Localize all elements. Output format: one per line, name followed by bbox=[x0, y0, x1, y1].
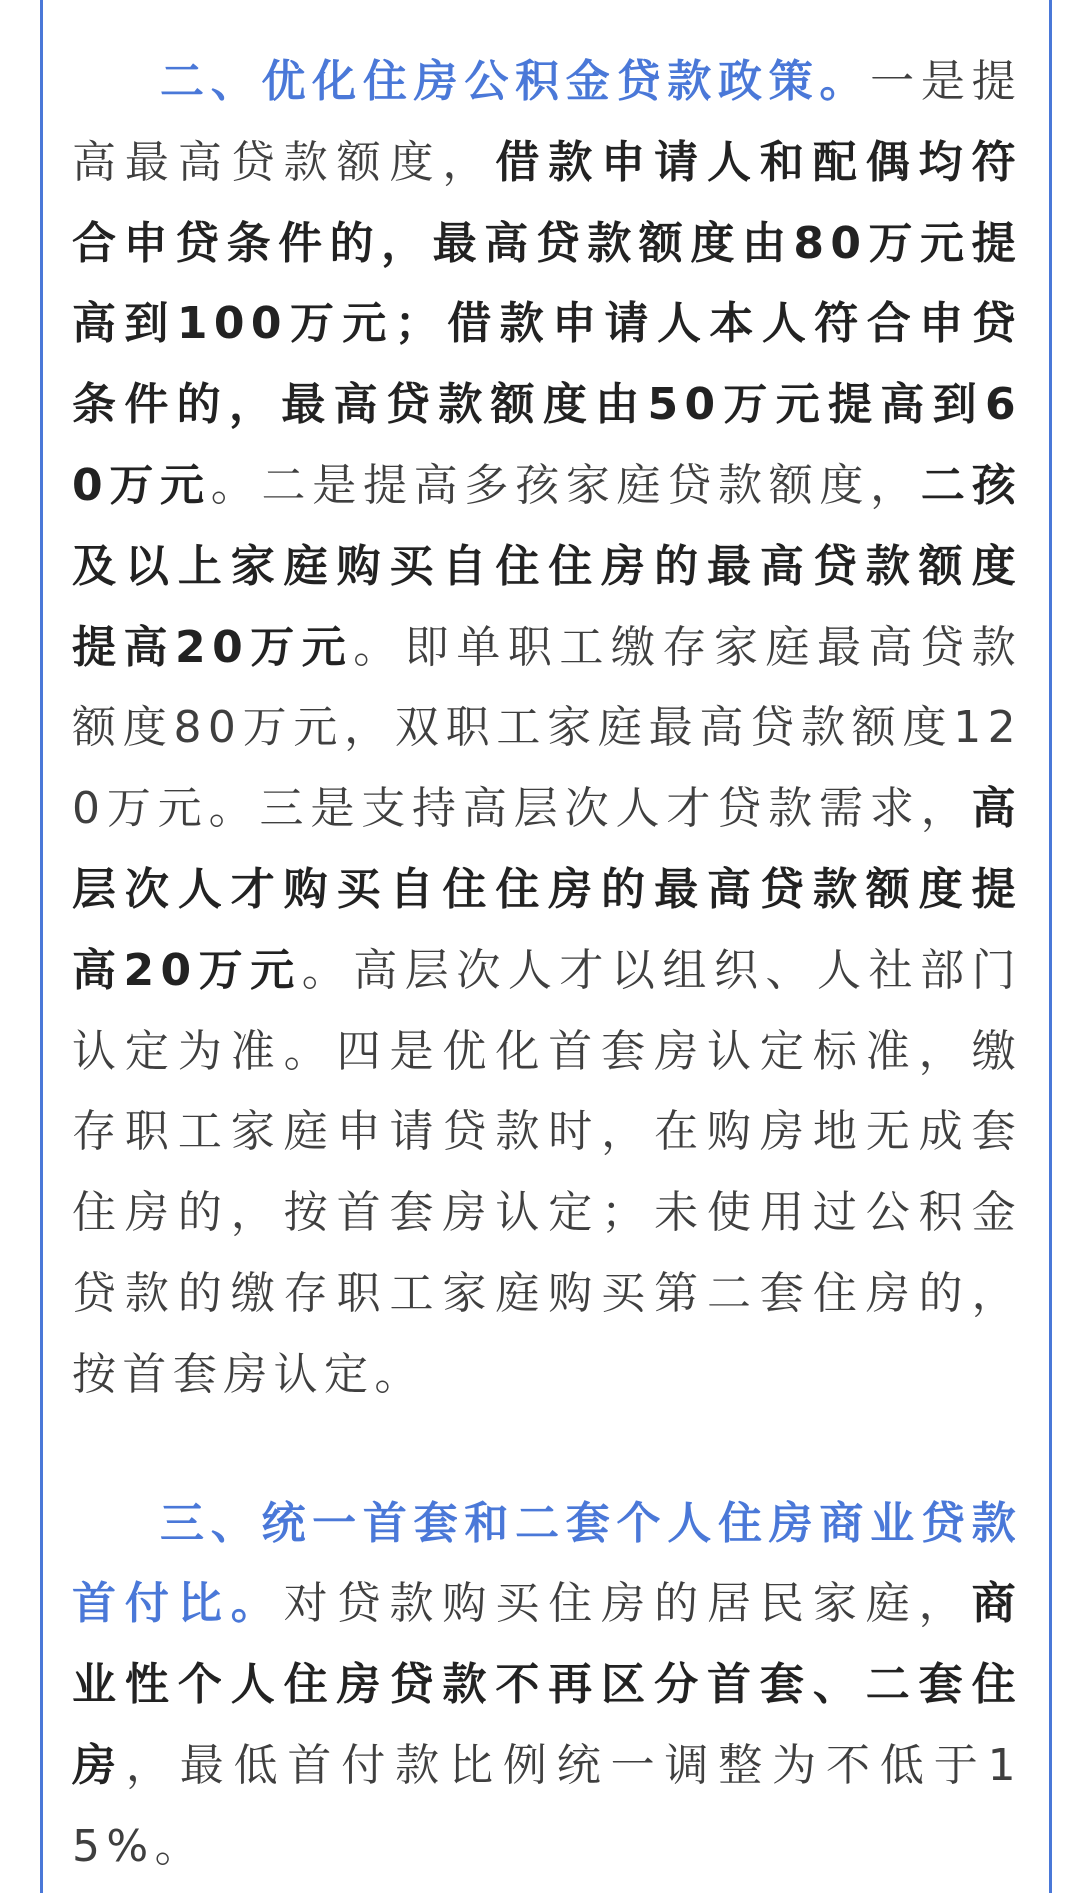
section-3-bold-1: 商业性个人住房贷款不再区分首套、二套住房 bbox=[72, 1578, 1022, 1791]
section-2-text-3: 。即单职工缴存家庭最高贷款额度80万元，双职工家庭最高贷款额度120万元。三是支持高层次人才贷款需求， bbox=[72, 621, 1022, 835]
section-2-bold-2: 二孩及以上家庭购买自住住房的最高贷款额度提高20万元 bbox=[72, 459, 1022, 673]
section-2-paragraph bbox=[72, 42, 1022, 1416]
section-2-bold-1: 借款申请人和配偶均符合申贷条件的，最高贷款额度由80万元提高到100万元；借款申请人本人符合申贷条件的，最高贷款额度由50万元提高到60万元 bbox=[72, 136, 1022, 511]
section-2-text-2: 。二是提高多孩家庭贷款额度， bbox=[210, 459, 921, 511]
section-3-text-2: ，最低首付款比例统一调整为不低于15%。 bbox=[72, 1739, 1022, 1872]
section-2-text-1: 一是提高最高贷款额度， bbox=[72, 56, 1022, 188]
section-2-heading: 二、优化住房公积金贷款政策。 bbox=[160, 56, 871, 107]
right-border-line bbox=[1049, 0, 1052, 1893]
section-2-text-4: 。高层次人才以组织、人社部门认定为准。四是优化首套房认定标准，缴存职工家庭申请贷款时，在购房地无成套住房的，按首套房认定；未使用过公积金贷款的缴存职工家庭购买第二套住房的，按首套房认定。 bbox=[72, 944, 1022, 1400]
section-3-paragraph bbox=[72, 1484, 1022, 1888]
left-border-line bbox=[40, 0, 43, 1893]
article-body bbox=[72, 42, 1022, 1888]
section-3-heading: 三、统一首套和二套个人住房商业贷款首付比。 bbox=[72, 1497, 1022, 1630]
section-2-bold-3: 高层次人才购买自住住房的最高贷款额度提高20万元 bbox=[72, 783, 1022, 996]
section-3-text-1: 对贷款购买住房的居民家庭， bbox=[283, 1578, 972, 1630]
